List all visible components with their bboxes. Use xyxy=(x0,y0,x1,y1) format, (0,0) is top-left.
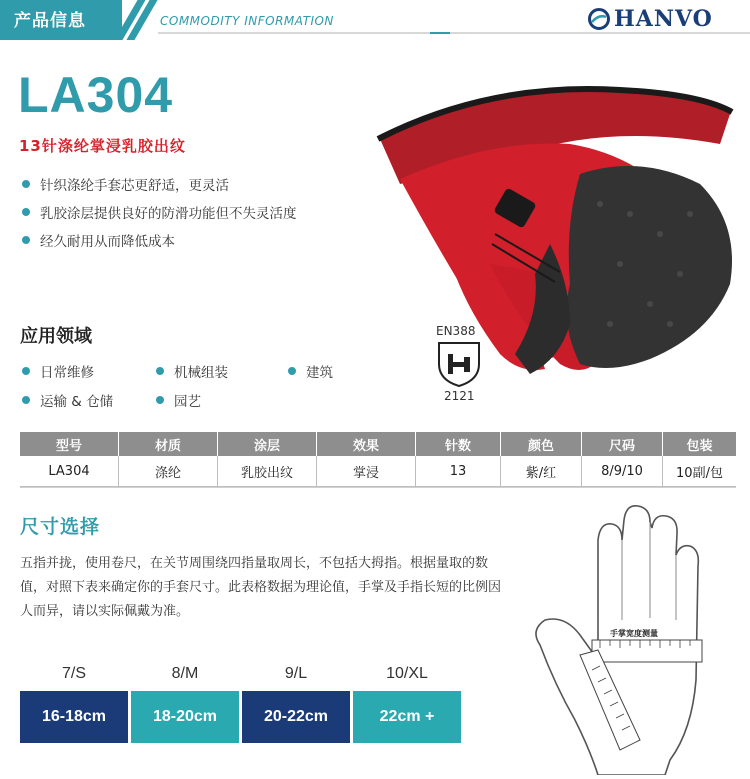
feature-text: 针织涤纶手套芯更舒适，更灵活 xyxy=(40,178,229,194)
table-header-cell: 尺码 xyxy=(582,432,663,456)
feature-text: 乳胶涂层提供良好的防滑功能但不失灵活度 xyxy=(40,206,297,222)
feature-item xyxy=(22,202,297,222)
table-header-cell: 效果 xyxy=(317,432,416,456)
size-label: 10/XL xyxy=(386,665,428,682)
table-bottom-border xyxy=(20,487,736,488)
certification-score: 2121 xyxy=(444,389,475,403)
size-range-box: 20-22cm xyxy=(242,691,350,743)
glove-product-image xyxy=(370,84,750,384)
application-item-label: 建筑 xyxy=(306,365,333,381)
size-description: 五指并拢，使用卷尺，在关节周围绕四指量取周长，不包括大拇指。根据量取的数值，对照下表来确定你的手套尺寸。此表格数据为理论值，手掌及手指长短的比例因人而异，请以实际佩戴为准。 xyxy=(20,556,502,619)
table-cell: 掌浸 xyxy=(317,456,416,487)
table-header-cell: 针数 xyxy=(416,432,501,456)
table-cell: 8/9/10 xyxy=(582,456,663,487)
size-label: 8/M xyxy=(171,665,199,682)
table-header-cell: 包装 xyxy=(663,432,737,456)
bullet-icon xyxy=(22,236,30,244)
application-title: 应用领域 xyxy=(20,326,92,347)
table-cell: 紫/红 xyxy=(501,456,582,487)
feature-text: 经久耐用从而降低成本 xyxy=(40,234,175,250)
brand-logo xyxy=(588,6,743,32)
table-header-cell: 材质 xyxy=(119,432,218,456)
bullet-icon xyxy=(288,367,296,375)
spec-table-header-row xyxy=(20,432,736,456)
header-english-label: COMMODITY INFORMATION xyxy=(160,14,334,28)
table-cell: LA304 xyxy=(20,456,119,487)
table-cell: 涤纶 xyxy=(119,456,218,487)
product-model: LA304 xyxy=(18,67,174,123)
application-item xyxy=(22,361,94,381)
size-range-box: 16-18cm xyxy=(20,691,128,743)
feature-item xyxy=(22,230,175,250)
bullet-icon xyxy=(22,367,30,375)
size-section-title: 尺寸选择 xyxy=(20,516,101,538)
table-header-cell: 颜色 xyxy=(501,432,582,456)
size-label: 7/S xyxy=(61,665,86,682)
certification-standard: EN388 xyxy=(436,324,476,338)
en388-shield-icon xyxy=(436,340,482,388)
feature-item xyxy=(22,174,229,194)
bullet-icon xyxy=(22,180,30,188)
size-range-box: 18-20cm xyxy=(131,691,239,743)
table-header-cell: 型号 xyxy=(20,432,119,456)
size-label: 9/L xyxy=(284,665,308,682)
application-item-label: 日常维修 xyxy=(40,365,94,381)
application-item-label: 机械组装 xyxy=(174,365,228,381)
product-subtitle: 13针涤纶掌浸乳胶出纹 xyxy=(19,137,186,155)
header-tab-label: 产品信息 xyxy=(14,11,86,31)
application-item xyxy=(288,361,333,381)
table-header-cell: 涂层 xyxy=(218,432,317,456)
application-item xyxy=(156,361,228,381)
table-cell: 10副/包 xyxy=(663,456,737,487)
bullet-icon xyxy=(22,208,30,216)
bullet-icon xyxy=(22,396,30,404)
header-divider-accent xyxy=(430,32,450,34)
application-item xyxy=(22,390,113,410)
application-item-label: 运输 & 仓储 xyxy=(40,394,114,410)
brand-name: HANVO xyxy=(614,6,713,32)
table-row xyxy=(20,456,736,487)
table-cell: 13 xyxy=(416,456,501,487)
header-divider xyxy=(158,32,750,34)
bullet-icon xyxy=(156,367,164,375)
table-cell: 乳胶出纹 xyxy=(218,456,317,487)
measure-label: 手掌宽度测量 xyxy=(610,629,658,638)
application-item xyxy=(156,390,201,410)
spec-table xyxy=(20,432,736,487)
brand-logo-icon xyxy=(588,8,610,30)
application-item-label: 园艺 xyxy=(174,394,201,410)
size-range-box: 22cm + xyxy=(353,691,461,743)
bullet-icon xyxy=(156,396,164,404)
